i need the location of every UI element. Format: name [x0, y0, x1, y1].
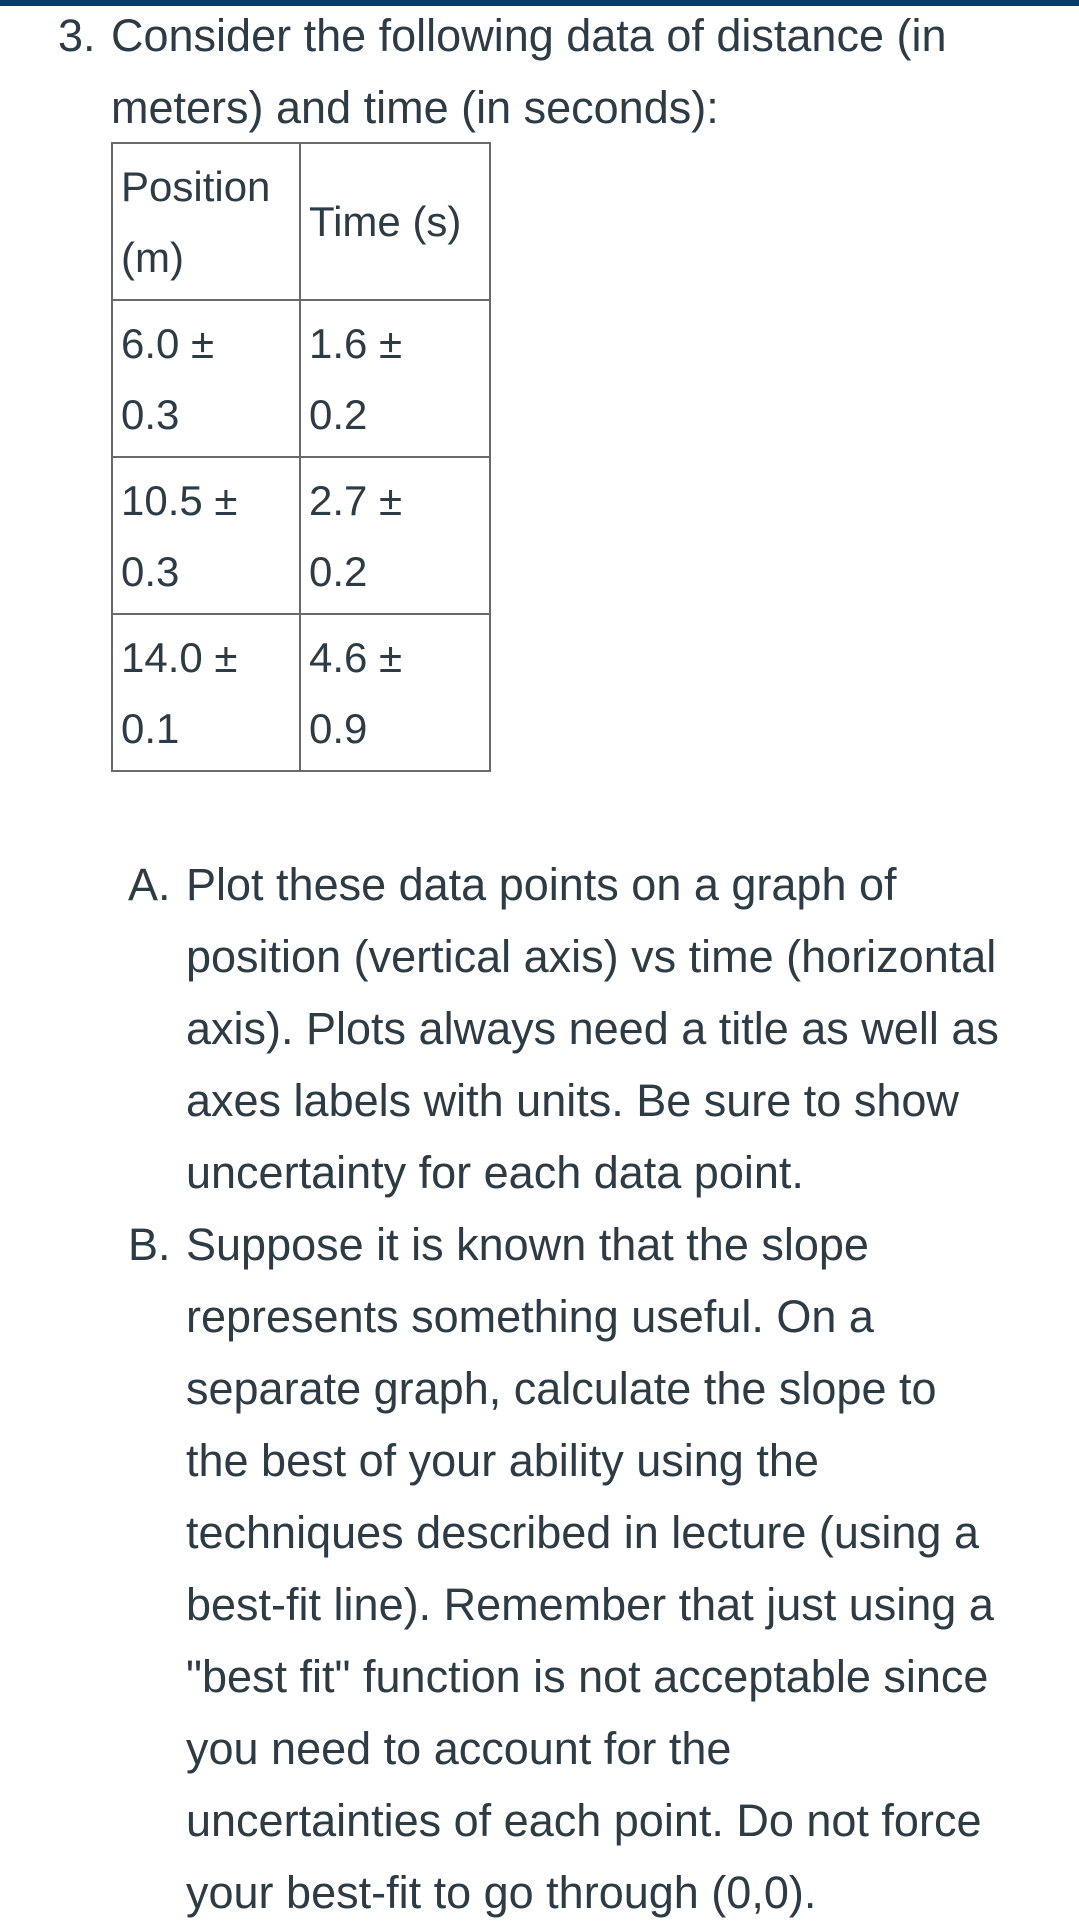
header-position-line-2: (m)	[121, 233, 184, 281]
part-b-line: you need to account for the	[186, 1723, 732, 1774]
part-a-letter: A.	[128, 859, 171, 910]
question-header	[58, 0, 1058, 144]
time-uncertainty: 0.9	[309, 704, 368, 752]
position-uncertainty: 0.3	[121, 547, 180, 595]
question-intro	[111, 0, 1011, 144]
table-row	[112, 614, 490, 771]
cell-time	[300, 300, 490, 457]
part-a-line: axes labels with units. Be sure to show	[186, 1075, 959, 1126]
table-header-row	[112, 143, 490, 300]
part-b-text	[186, 1209, 1056, 1929]
position-uncertainty: 0.3	[121, 390, 180, 438]
part-b-line: the best of your ability using the	[186, 1435, 819, 1486]
part-b	[128, 1209, 1058, 1929]
time-uncertainty: 0.2	[309, 390, 368, 438]
question-intro-line-2: meters) and time (in seconds):	[111, 82, 719, 133]
part-b-line: best-fit line). Remember that just using a	[186, 1579, 994, 1630]
part-b-line: techniques described in lecture (using a	[186, 1507, 979, 1558]
part-b-line: your best-fit to go through (0,0).	[186, 1867, 817, 1918]
question-number: 3.	[58, 10, 96, 61]
part-b-letter: B.	[128, 1219, 171, 1270]
part-a	[128, 849, 1058, 1209]
time-value: 2.7 ±	[309, 476, 403, 524]
header-time	[300, 143, 490, 300]
table-row	[112, 300, 490, 457]
cell-time	[300, 614, 490, 771]
header-position	[112, 143, 300, 300]
time-value: 4.6 ±	[309, 633, 403, 681]
data-table	[111, 142, 491, 772]
table-row	[112, 457, 490, 614]
question-3	[58, 0, 1058, 144]
cell-position	[112, 614, 300, 771]
part-a-text	[186, 849, 1056, 1209]
time-uncertainty: 0.2	[309, 547, 368, 595]
question-intro-line-1: Consider the following data of distance (in	[111, 10, 947, 61]
position-value: 14.0 ±	[121, 633, 238, 681]
part-b-line: Suppose it is known that the slope	[186, 1219, 869, 1270]
time-value: 1.6 ±	[309, 319, 403, 367]
part-a-line: Plot these data points on a graph of	[186, 859, 897, 910]
position-value: 6.0 ±	[121, 319, 215, 367]
cell-time	[300, 457, 490, 614]
part-b-line: uncertainties of each point. Do not force	[186, 1795, 982, 1846]
part-b-line: separate graph, calculate the slope to	[186, 1363, 937, 1414]
cell-position	[112, 457, 300, 614]
header-position-line-1: Position	[121, 162, 271, 210]
part-b-line: represents something useful. On a	[186, 1291, 874, 1342]
part-b-line: "best fit" function is not acceptable since	[186, 1651, 989, 1702]
header-time-label: Time (s)	[309, 198, 462, 245]
part-a-line: axis). Plots always need a title as well as	[186, 1003, 999, 1054]
position-value: 10.5 ±	[121, 476, 238, 524]
cell-position	[112, 300, 300, 457]
position-uncertainty: 0.1	[121, 704, 180, 752]
question-parts	[128, 849, 1058, 1929]
part-a-line: position (vertical axis) vs time (horizontal	[186, 931, 997, 982]
part-a-line: uncertainty for each data point.	[186, 1147, 804, 1198]
